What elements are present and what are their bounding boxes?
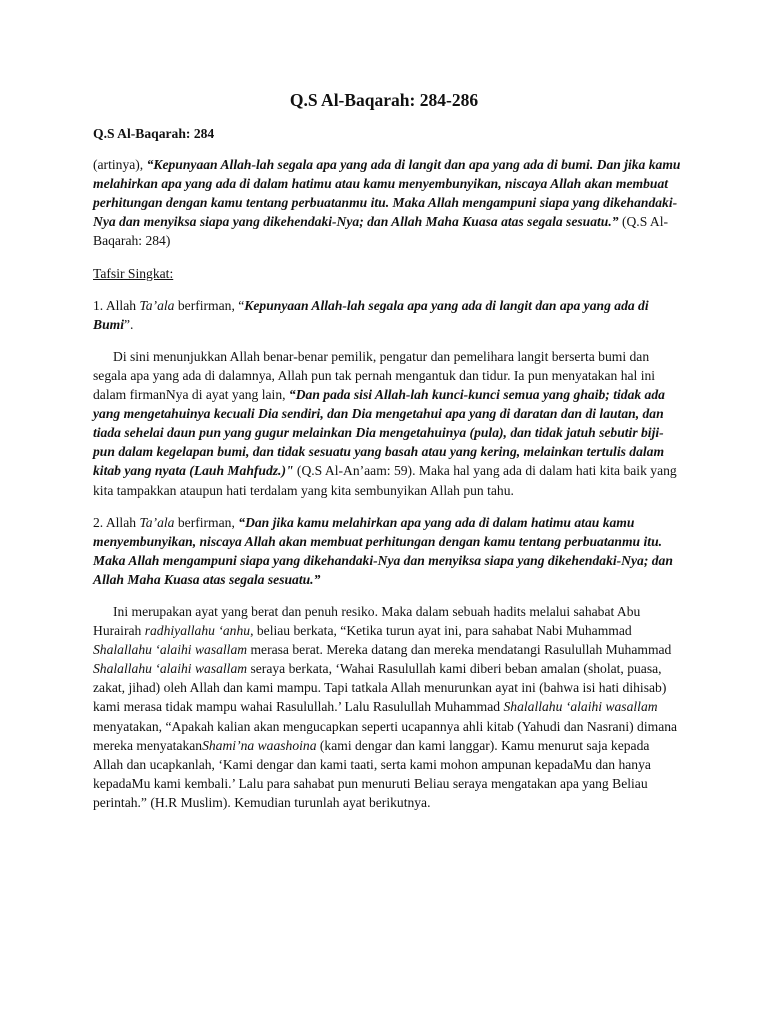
point-1-lead: 1. Allah bbox=[93, 297, 140, 313]
para-2-italic-4: Shalallahu ‘alaihi wasallam bbox=[503, 699, 658, 715]
page-title: Q.S Al-Baqarah: 284-286 bbox=[289, 90, 479, 110]
para-1-quote: “Dan pada sisi Allah-lah kunci-kunci semua yang ghaib; tidak ada yang mengetahuinya kecuali Dia sendiri, dan Dia mengetahui apa yang di daratan dan di lautan, dan tiada sehelai daun pun yang gugur melainkan Dia mengetahuinya (pula), dan tidak jatuh sebutir biji-pun dalam kegelapan bumi, dan tidak sesuatu yang basah atau yang kering, melainkan tertulis dalam kitab yang nyata (Lauh Mahfudz.)" bbox=[93, 387, 665, 479]
para-1-text-1: Di sini menunjukkan Allah benar-benar pemilik, pengatur dan pemelihara langit berserta bumi dan segala apa yang ada di dalamnya, Allah pun tak pernah mengantuk dan tidur. Ia pun menyatakan hal ini dalam firmanNya di ayat yang lain, bbox=[93, 348, 656, 403]
para-2-text-5: menyatakan, “Apakah kalian akan mengucapkan seperti ucapannya ahli kitab (Yahudi dan Nasrani) dimana mereka menyatakan bbox=[93, 718, 678, 753]
point-1-taala: Ta’ala bbox=[139, 297, 175, 313]
para-2-italic-1: radhiyallahu ‘anhu bbox=[144, 623, 251, 639]
point-1-says: berfirman, “ bbox=[174, 297, 245, 313]
tafsir-heading: Tafsir Singkat: bbox=[93, 265, 174, 281]
document-body bbox=[93, 124, 681, 825]
para-2-text-2: , beliau berkata, “Ketika turun ayat ini, para sahabat Nabi Muhammad bbox=[250, 623, 632, 639]
point-2-paragraph bbox=[93, 513, 681, 589]
explanation-paragraph-1 bbox=[93, 347, 681, 500]
translation-prefix: (artinya), bbox=[93, 157, 147, 173]
point-2-says: berfirman, bbox=[174, 514, 239, 530]
point-2-quote: “Dan jika kamu melahirkan apa yang ada di dalam hatimu atau kamu menyembunyikan, niscaya Allah akan membuat perhitungan dengan kamu tentang perbuatanmu itu. Maka Allah mengampuni siapa yang dikehandaki-Nya dan menyiksa siapa yang dikehendaki-Nya; dan Allah Maha Kuasa atas segala sesuatu.” bbox=[93, 514, 673, 587]
para-2-text-3: merasa berat. Mereka datang dan mereka mendatangi Rasulullah Muhammad bbox=[247, 642, 672, 658]
section-subtitle: Q.S Al-Baqarah: 284 bbox=[93, 126, 215, 141]
translation-quote: “Kepunyaan Allah-lah segala apa yang ada di langit dan apa yang ada di bumi. Dan jika kamu melahirkan apa yang ada di dalam hatimu atau kamu menyembunyikan, niscaya Allah akan membuat perhitungan dengan kamu tentang perbuatanmu itu. Maka Allah mengampuni siapa yang dikehandaki-Nya dan menyiksa siapa yang dikehendaki-Nya; dan Allah Maha Kuasa atas segala sesuatu.” bbox=[93, 157, 681, 230]
tafsir-heading-paragraph bbox=[93, 264, 681, 283]
para-2-italic-5: Shami’na waashoina bbox=[202, 737, 317, 753]
para-2-italic-2: Shalallahu ‘alaihi wasallam bbox=[93, 642, 248, 658]
point-1-quote: Kepunyaan Allah-lah segala apa yang ada di langit dan apa yang ada di Bumi bbox=[93, 297, 649, 332]
para-2-text-4: seraya berkata, ‘Wahai Rasulullah kami diberi beban amalan (sholat, puasa, zakat, jihad) oleh Allah dan kami mampu. Tapi tatkala Allah menurunkan ayat ini (bahwa isi hati dihisab) kami merasa tidak mampu wahai Rasulullah.’ Lalu Rasulullah Muhammad bbox=[93, 661, 667, 715]
point-2-lead: 2. Allah bbox=[93, 514, 140, 530]
para-1-text-2: (Q.S Al-An’aam: 59). Maka hal yang ada di dalam hati kita baik yang kita tampakkan ataupun hati terdalam yang kita sembunyikan Allah pun tahu. bbox=[93, 463, 677, 498]
point-1-end: ”. bbox=[123, 316, 134, 332]
translation-paragraph bbox=[93, 155, 681, 250]
para-2-italic-3: Shalallahu ‘alaihi wasallam bbox=[93, 661, 248, 677]
para-2-text-6: (kami dengar dan kami langgar). Kamu menurut saja kepada Allah dan ucapkanlah, ‘Kami dengar dan kami taati, serta kami mohon ampunan kepadaMu dan hanya kepadaMu kami kembali.’ Lalu para sahabat pun menuruti Beliau seraya mengatakan apa yang Beliau perintah.” (H.R Muslim). Kemudian turunlah ayat berikutnya. bbox=[93, 737, 651, 810]
explanation-paragraph-2 bbox=[93, 602, 681, 812]
para-2-text-1: Ini merupakan ayat yang berat dan penuh resiko. Maka dalam sebuah hadits melalui sahabat Abu Hurairah bbox=[93, 603, 641, 639]
translation-citation: (Q.S Al-Baqarah: 284) bbox=[93, 214, 669, 249]
point-2-taala: Ta’ala bbox=[139, 514, 175, 530]
point-1-paragraph bbox=[93, 296, 681, 334]
